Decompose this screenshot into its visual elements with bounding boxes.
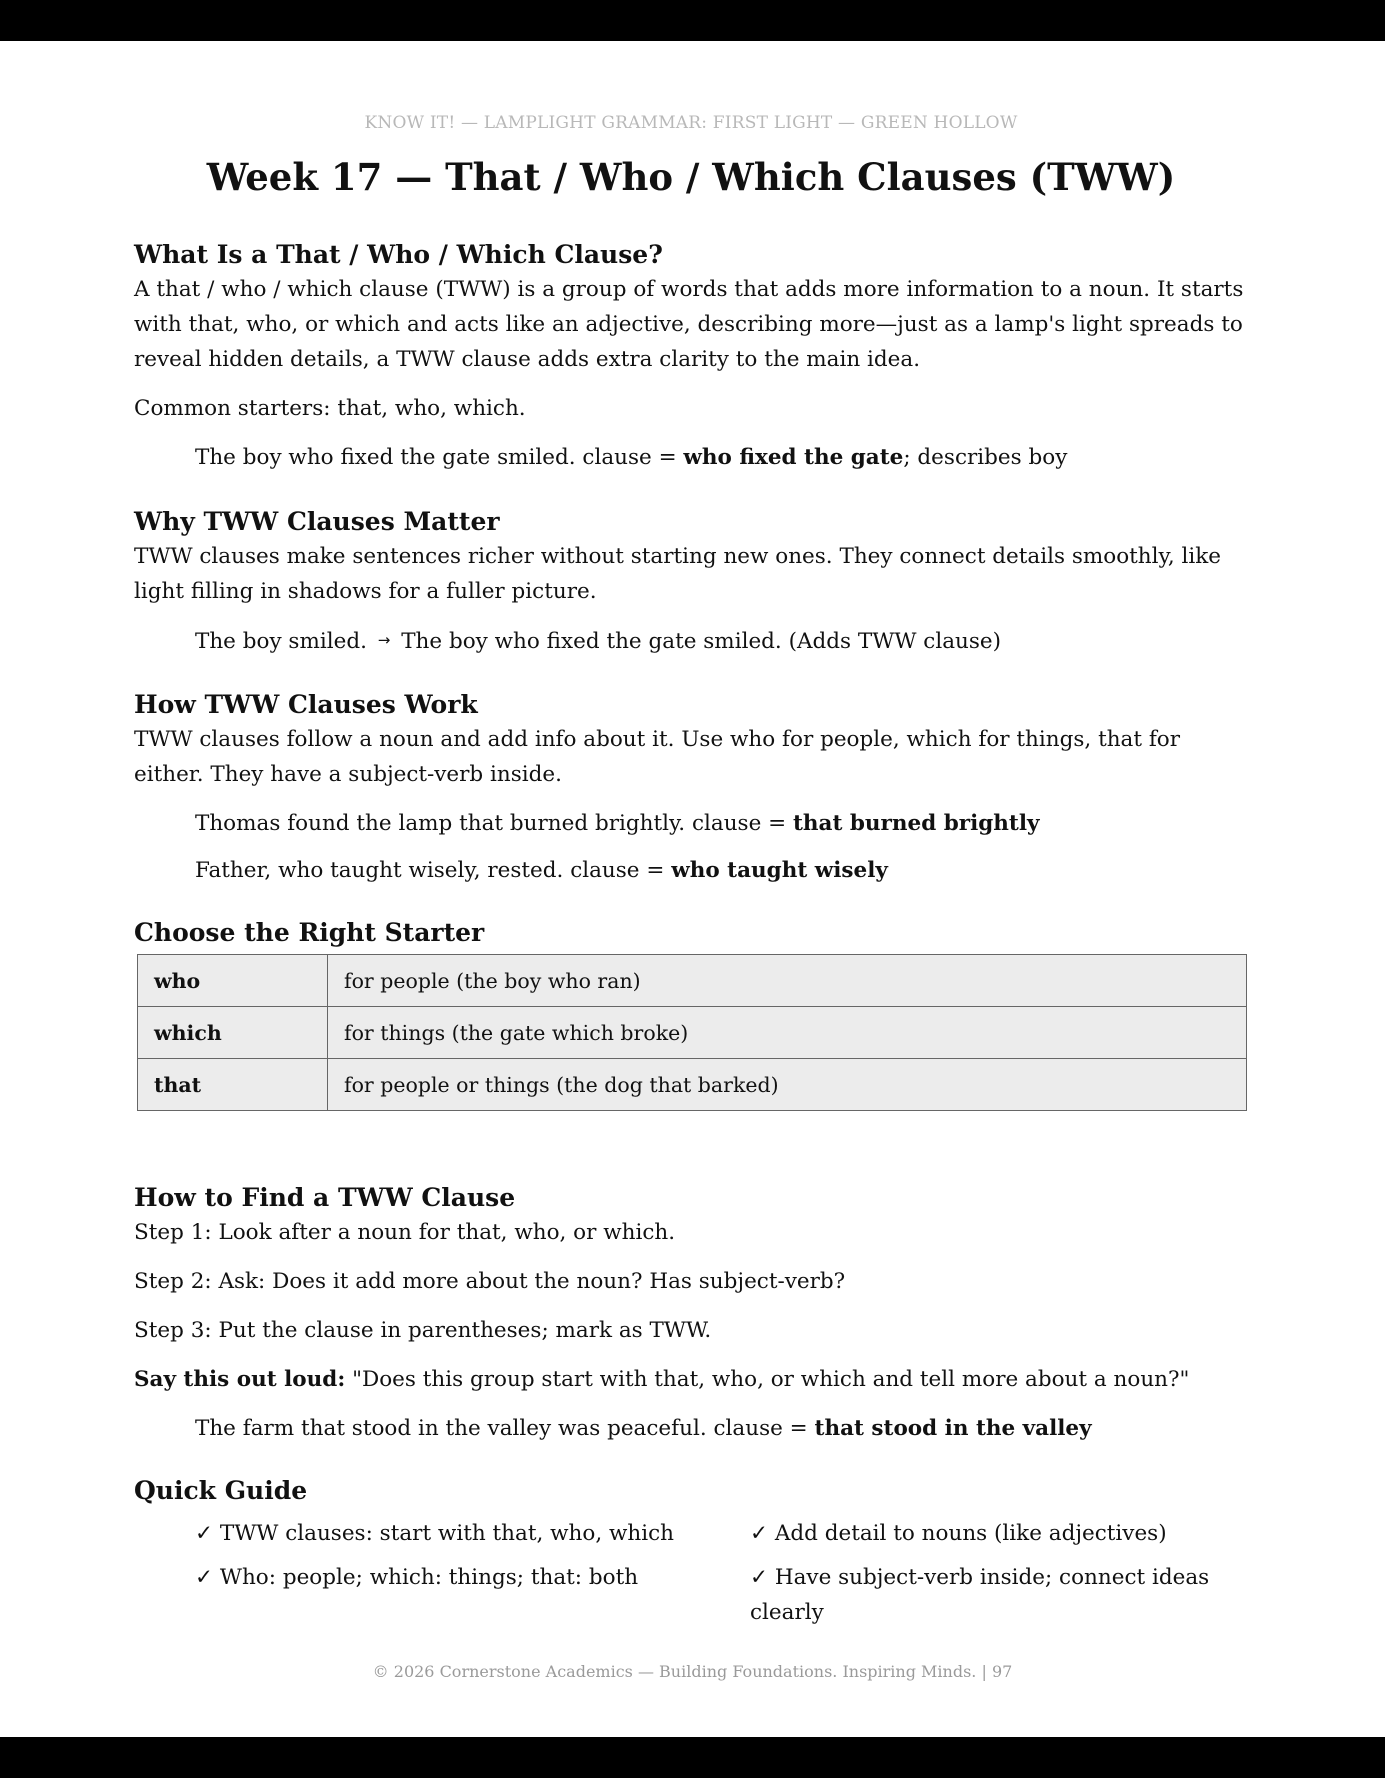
- example-clause: who fixed the gate: [683, 445, 904, 470]
- say-aloud-label: Say this out loud:: [134, 1367, 346, 1392]
- table-cell-word: which: [138, 1007, 328, 1059]
- example-clause: that burned brightly: [792, 811, 1040, 836]
- paragraph: A that / who / which clause (TWW) is a group of words that adds more information to a noun. It starts with that, who, or which and acts like an adjective, describing more—just as a lamp's light spreads to reveal hidden details, a TWW clause adds extra clarity to the main idea.: [134, 277, 1244, 372]
- starter-table: [137, 954, 1247, 1111]
- bottom-black-bar: [0, 1737, 1385, 1778]
- table-cell-word: who: [138, 955, 328, 1007]
- example-clause: who taught wisely: [671, 858, 888, 883]
- say-aloud-text: [134, 1362, 1248, 1397]
- table-cell-word: that: [138, 1059, 328, 1111]
- section-quick-guide: [134, 1474, 1248, 1648]
- example-text: The boy who fixed the gate smiled. (Adds TWW clause): [401, 629, 1002, 654]
- table-cell-use: for people (the boy who ran): [328, 955, 1247, 1007]
- section-heading: Why TWW Clauses Matter: [134, 507, 500, 536]
- example-sentence: [134, 806, 1248, 841]
- paragraph: TWW clauses follow a noun and add info about it. Use who for people, which for things, that for either. They have a subject-verb inside.: [134, 727, 1181, 787]
- table-row: [138, 955, 1247, 1007]
- table-cell-use: for people or things (the dog that barked): [328, 1059, 1247, 1111]
- example-text: Father, who taught wisely, rested. clause =: [195, 858, 672, 883]
- page-title: Week 17 — That / Who / Which Clauses (TWW): [206, 155, 1176, 199]
- page-footer: © 2026 Cornerstone Academics — Building Foundations. Inspiring Minds. | 97: [372, 1662, 1013, 1681]
- step-text: Step 1: Look after a noun for that, who, or which.: [134, 1220, 676, 1245]
- arrow-right-icon: →: [377, 631, 391, 649]
- section-how-work: [134, 688, 1248, 888]
- guide-item: ✓ TWW clauses: start with that, who, which: [195, 1521, 675, 1546]
- section-how-find: [134, 1181, 1248, 1446]
- running-head: KNOW IT! — LAMPLIGHT GRAMMAR: FIRST LIGHT — GREEN HOLLOW: [364, 113, 1018, 133]
- example-clause: that stood in the valley: [814, 1416, 1092, 1441]
- section-choose-starter: [134, 916, 1248, 1111]
- section-heading: What Is a That / Who / Which Clause?: [134, 240, 663, 269]
- step-text: Step 2: Ask: Does it add more about the noun? Has subject-verb?: [134, 1269, 846, 1294]
- section-heading: How to Find a TWW Clause: [134, 1183, 516, 1212]
- example-text: The farm that stood in the valley was peaceful. clause =: [195, 1416, 815, 1441]
- example-sentence: [134, 1411, 1248, 1446]
- paragraph: Common starters: that, who, which.: [134, 396, 526, 421]
- step-text: Step 3: Put the clause in parentheses; mark as TWW.: [134, 1318, 712, 1343]
- example-sentence: [134, 623, 1248, 659]
- paragraph: TWW clauses make sentences richer without starting new ones. They connect details smoothly, like light filling in shadows for a fuller picture.: [134, 544, 1221, 604]
- example-sentence: [134, 853, 1248, 888]
- guide-item: ✓ Who: people; which: things; that: both: [195, 1565, 639, 1590]
- section-why-matter: [134, 505, 1248, 659]
- table-cell-use: for things (the gate which broke): [328, 1007, 1247, 1059]
- section-heading: How TWW Clauses Work: [134, 690, 478, 719]
- table-row: [138, 1059, 1247, 1111]
- example-text: Thomas found the lamp that burned brightly. clause =: [195, 811, 793, 836]
- guide-item: ✓ Add detail to nouns (like adjectives): [750, 1521, 1167, 1546]
- example-sentence: [134, 440, 1248, 475]
- example-text: The boy smiled.: [195, 629, 367, 654]
- section-heading: Quick Guide: [134, 1476, 308, 1505]
- example-text: ; describes boy: [903, 445, 1068, 470]
- section-what-is: [134, 238, 1248, 475]
- say-aloud-prompt: "Does this group start with that, who, or which and tell more about a noun?": [345, 1367, 1190, 1392]
- top-black-bar: [0, 0, 1385, 41]
- table-row: [138, 1007, 1247, 1059]
- guide-item: ✓ Have subject-verb inside; connect ideas clearly: [750, 1565, 1210, 1625]
- section-heading: Choose the Right Starter: [134, 918, 485, 947]
- example-text: The boy who fixed the gate smiled. clause =: [195, 445, 684, 470]
- quick-guide-list: [134, 1508, 1248, 1648]
